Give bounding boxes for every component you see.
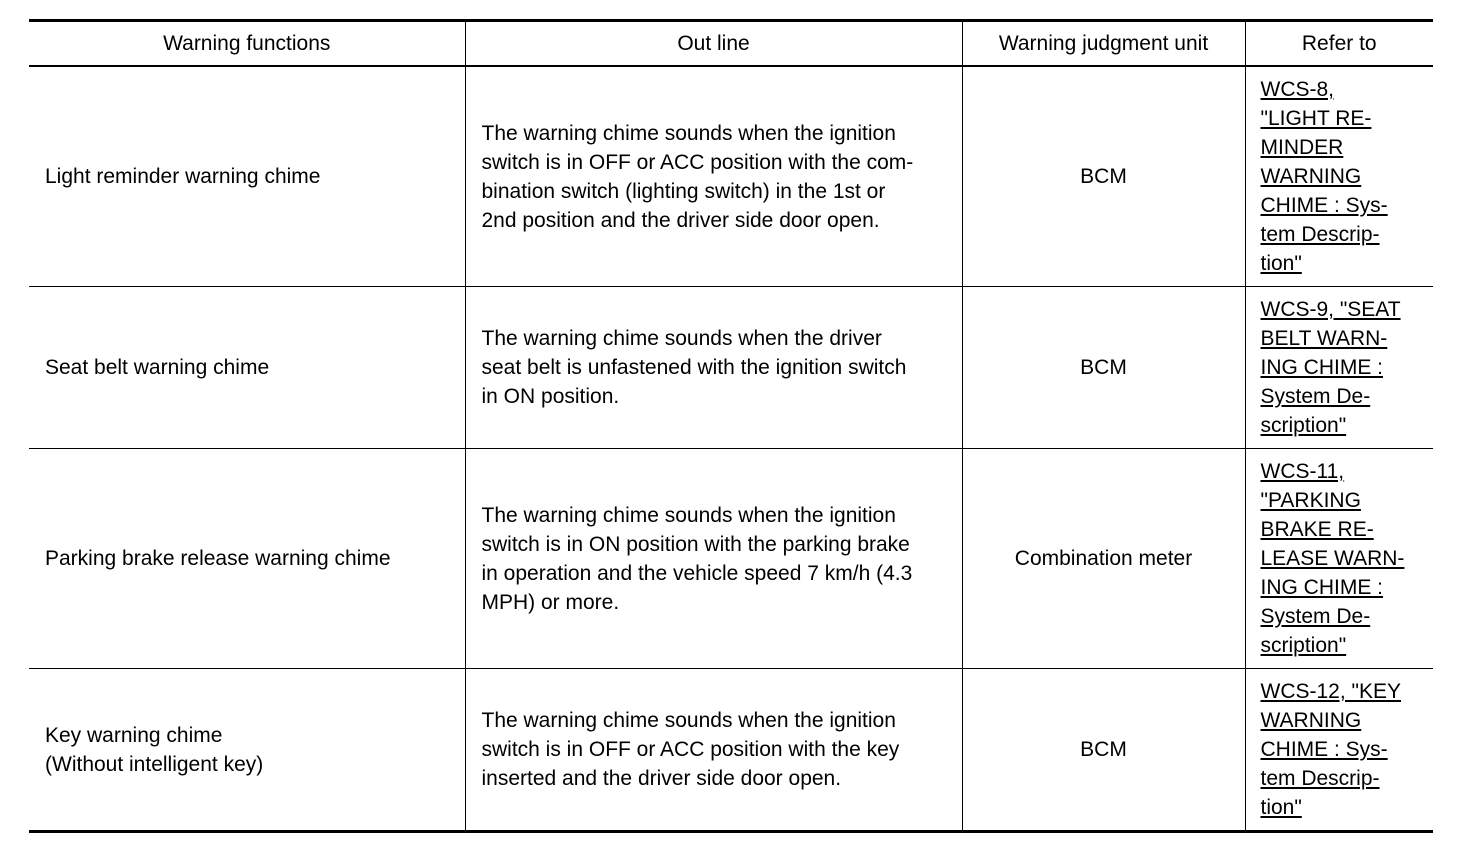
outline-line: seat belt is unfastened with the ignition switch <box>481 356 907 379</box>
outline-cell <box>465 66 962 287</box>
outline-cell <box>465 669 962 832</box>
outline-line: The warning chime sounds when the driver <box>481 327 882 350</box>
refer-link-line: "PARKING <box>1260 489 1361 512</box>
refer-cell <box>1245 669 1433 832</box>
refer-link-line: "LIGHT RE- <box>1260 107 1372 130</box>
refer-cell <box>1245 287 1433 449</box>
refer-link[interactable] <box>1261 75 1430 278</box>
outline-line: switch is in OFF or ACC position with the key <box>481 738 900 761</box>
judgment-unit-cell: BCM <box>962 669 1245 832</box>
table-row <box>29 449 1433 669</box>
judgment-unit-cell: BCM <box>962 287 1245 449</box>
refer-link-line: CHIME : Sys- <box>1260 738 1388 761</box>
refer-link-line: tion" <box>1260 796 1302 819</box>
outline-line: bination switch (lighting switch) in the 1st or <box>481 179 886 203</box>
outline-line: 2nd position and the driver side door open. <box>481 208 880 232</box>
function-cell: Key warning chime (Without intelligent key) <box>29 669 465 832</box>
outline-line: in ON position. <box>481 385 620 408</box>
refer-link-line: System De- <box>1260 605 1371 628</box>
judgment-unit-cell: Combination meter <box>962 449 1245 669</box>
refer-link[interactable] <box>1261 295 1430 440</box>
refer-link-line: MINDER <box>1260 136 1344 159</box>
refer-link-line: WCS-12, "KEY <box>1260 680 1401 703</box>
header-warning-functions: Warning functions <box>29 21 465 67</box>
refer-link-line: tion" <box>1260 252 1302 275</box>
refer-link-line: BRAKE RE- <box>1260 518 1374 541</box>
refer-link-line: ING CHIME : <box>1260 576 1384 599</box>
refer-link[interactable] <box>1261 677 1430 822</box>
refer-cell <box>1245 449 1433 669</box>
outline-line: The warning chime sounds when the ignition <box>481 709 896 732</box>
header-refer-to: Refer to <box>1245 21 1433 67</box>
function-cell: Light reminder warning chime <box>29 66 465 287</box>
table-row <box>29 669 1433 832</box>
outline-line: switch is in OFF or ACC position with the com- <box>481 150 914 174</box>
refer-link-line: ING CHIME : <box>1260 356 1384 379</box>
refer-link-line: tem Descrip- <box>1260 223 1380 246</box>
judgment-unit-cell: BCM <box>962 66 1245 287</box>
table-row <box>29 287 1433 449</box>
refer-link-line: WCS-11, <box>1260 460 1345 483</box>
refer-link-line: scription" <box>1260 634 1347 657</box>
refer-cell <box>1245 66 1433 287</box>
refer-link-line: System De- <box>1260 385 1371 408</box>
refer-link-line: tem Descrip- <box>1260 767 1380 790</box>
function-cell: Seat belt warning chime <box>29 287 465 449</box>
refer-link-line: LEASE WARN- <box>1260 547 1405 570</box>
outline-line: The warning chime sounds when the ignition <box>481 503 896 527</box>
refer-link-line: BELT WARN- <box>1260 327 1388 350</box>
table-row <box>29 66 1433 287</box>
refer-link-line: WARNING <box>1260 709 1362 732</box>
outline-line: inserted and the driver side door open. <box>481 767 842 790</box>
warning-functions-table <box>29 19 1433 833</box>
header-judgment-unit: Warning judgment unit <box>962 21 1245 67</box>
header-row <box>29 21 1433 67</box>
outline-line: MPH) or more. <box>481 590 620 614</box>
outline-cell <box>465 449 962 669</box>
outline-line: in operation and the vehicle speed 7 km/h (4.3 <box>481 561 913 585</box>
refer-link-line: WCS-9, "SEAT <box>1260 298 1401 321</box>
function-cell: Parking brake release warning chime <box>29 449 465 669</box>
refer-link-line: CHIME : Sys- <box>1260 194 1388 217</box>
refer-link-line: WCS-8, <box>1260 78 1334 101</box>
outline-line: The warning chime sounds when the ignition <box>481 121 896 145</box>
header-outline: Out line <box>465 21 962 67</box>
refer-link-line: WARNING <box>1260 165 1362 188</box>
outline-line: switch is in ON position with the parking brake <box>481 532 910 556</box>
refer-link[interactable] <box>1261 457 1430 660</box>
outline-cell <box>465 287 962 449</box>
refer-link-line: scription" <box>1260 414 1347 437</box>
